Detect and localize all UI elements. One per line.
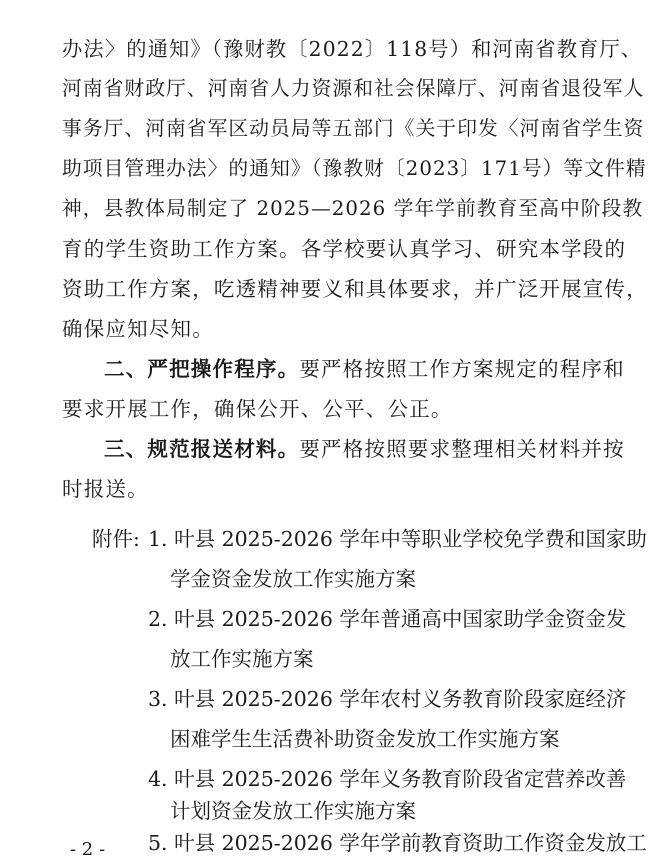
body-line-4: 助项目管理办法〉的通知》（豫教财〔2023〕171号）等文件精	[62, 157, 647, 180]
section-2-line-2: 要求开展工作，确保公开、公平、公正。	[62, 397, 453, 421]
body-line-2: 河南省财政厅、河南省人力资源和社会保障厅、河南省退役军人	[62, 77, 645, 100]
section-3-line-1	[104, 434, 625, 464]
attachment-item-1-cont: 学金资金发放工作实施方案	[170, 567, 416, 591]
body-line-6: 育的学生资助工作方案。各学校要认真学习、研究本学段的	[62, 237, 627, 261]
attachment-item-2: 2. 叶县 2025-2026 学年普通高中国家助学金资金发	[148, 607, 627, 631]
body-line-8: 确保应知尽知。	[62, 317, 214, 341]
attachment-item-1: 1. 叶县 2025-2026 学年中等职业学校免学费和国家助	[148, 527, 647, 551]
page-number: - 2 -	[70, 839, 106, 860]
section-2-line-1	[104, 354, 625, 384]
attachment-item-2-cont: 放工作实施方案	[170, 647, 314, 671]
attachment-item-3: 3. 叶县 2025-2026 学年农村义务教育阶段家庭经济	[148, 687, 627, 711]
section-3-heading: 三、规范报送材料。	[104, 437, 300, 461]
attachment-item-4: 4. 叶县 2025-2026 学年义务教育阶段省定营养改善	[148, 767, 627, 791]
section-3-text: 要严格按照要求整理相关材料并按	[299, 437, 625, 461]
body-line-3: 事务厅、河南省军区动员局等五部门《关于印发〈河南省学生资	[62, 117, 645, 140]
body-line-7: 资助工作方案，吃透精神要义和具体要求，并广泛开展宣传，	[62, 277, 648, 301]
body-line-1: 办法〉的通知》（豫财教〔2022〕118号）和河南省教育厅、	[62, 37, 643, 61]
attachment-item-4-cont: 计划资金发放工作实施方案	[170, 799, 416, 823]
section-3-line-2: 时报送。	[62, 477, 149, 501]
attachments-label: 附件:	[92, 527, 140, 551]
attachment-item-3-cont: 困难学生生活费补助资金发放工作实施方案	[170, 727, 560, 751]
section-2-heading: 二、严把操作程序。	[104, 357, 300, 381]
section-2-text: 要严格按照工作方案规定的程序和	[299, 357, 625, 381]
body-line-5: 神，县教体局制定了 2025—2026 学年学前教育至高中阶段教	[62, 197, 644, 220]
attachment-item-5: 5. 叶县 2025-2026 学年学前教育资助工作资金发放工	[148, 831, 647, 855]
